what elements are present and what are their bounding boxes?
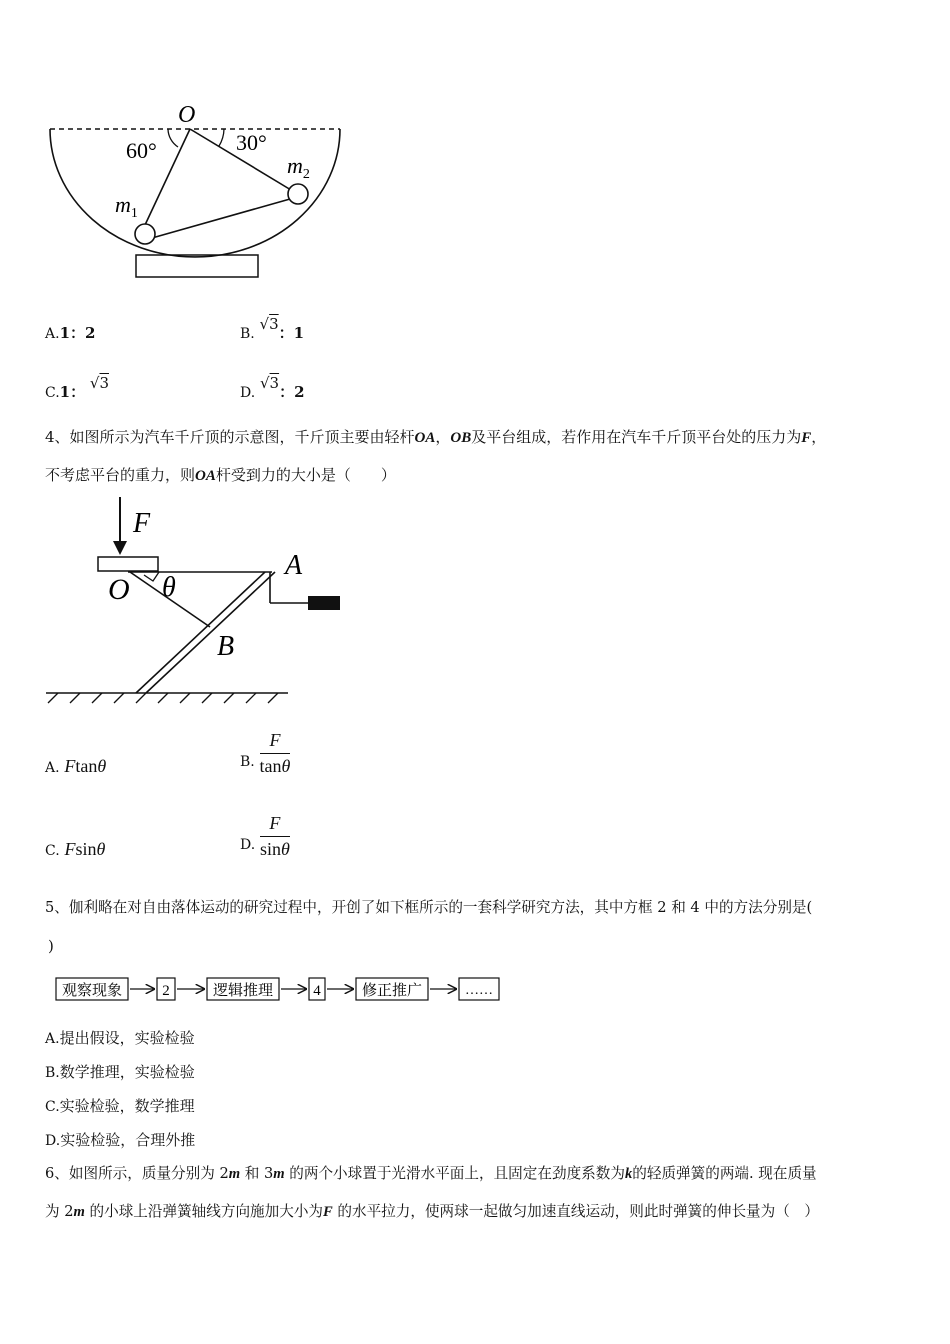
q6-stem-line1: 6、如图所示，质量分别为 2m 和 3m 的两个小球置于光滑水平面上，且固定在劲度系数为k的轻质弹簧的两端. 现在质量 [45,1165,817,1182]
flow-box-2: 2 [162,983,170,999]
q5-option-a[interactable]: A.提出假设，实验检验 [45,1029,195,1047]
q4-option-a[interactable]: A. Ftanθ [45,756,107,776]
fig1-label-m1: $m_1$ [115,192,138,221]
fig1-angle-30: 30° [236,130,267,155]
flow-box-6: …… [465,983,493,998]
method-flowchart [50,975,510,1005]
fig1-label-m2: $m_2$ [287,153,310,182]
q5-option-b[interactable]: B.数学推理，实验检验 [45,1063,195,1081]
q3-option-d[interactable]: D. √3：2 [240,374,305,401]
flow-box-3: 逻辑推理 [212,981,274,999]
sqrt-symbol: √3 [89,374,109,392]
jack-label-theta: θ [162,572,176,603]
jack-label-a: A [285,550,303,581]
q4-option-b[interactable]: B. $\frac{F}{\tan\theta}$ [240,730,291,776]
fig1-angle-60: 60° [126,138,157,163]
flow-box-4: 4 [313,983,321,999]
q4-stem-line2: 不考虑平台的重力，则OA杆受到力的大小是（ ） [45,466,396,484]
q5-stem-line1: 5、伽利略在对自由落体运动的研究过程中，开创了如下框所示的一套科学研究方法，其中方框 2 和 4 中的方法分别是( [45,899,813,916]
sqrt-symbol: √3 [259,315,279,333]
q5-option-d[interactable]: D.实验检验，合理外推 [45,1131,196,1149]
q3-option-b[interactable]: B. √3：1 [240,315,305,342]
sqrt-symbol: √3 [259,374,280,392]
jack-figure [40,495,360,710]
q4-option-c[interactable]: C. Fsinθ [45,839,106,859]
bowl-figure [40,95,360,285]
fig1-label-o: O [178,102,196,128]
q6-stem-line2: 为 2m 的小球上沿弹簧轴线方向施加大小为F 的水平拉力，使两球一起做匀加速直线运动，则此时弹簧的伸长量为（ ） [45,1203,820,1220]
fraction: $\frac{F}{\tan\theta}$ [259,730,291,776]
jack-label-o: O [108,573,130,606]
q4-option-d[interactable]: D. $\frac{F}{\sin\theta}$ [240,813,290,859]
flow-box-5: 修正推广 [361,981,423,999]
q5-option-c[interactable]: C.实验检验，数学推理 [45,1097,195,1115]
jack-label-f: F [133,508,151,539]
fraction: $\frac{F}{\sin\theta}$ [259,813,290,859]
q5-stem-line2: ) [48,937,54,955]
jack-label-b: B [217,631,235,662]
q3-option-a[interactable]: A.1：2 [45,324,96,342]
q4-stem-line1: 4、如图所示为汽车千斤顶的示意图，千斤顶主要由轻杆OA，OB及平台组成，若作用在汽车千斤顶平台处的压力为F， [45,428,827,446]
flow-box-1: 观察现象 [61,981,123,999]
q3-option-c[interactable]: C.1： √3 [45,374,109,401]
